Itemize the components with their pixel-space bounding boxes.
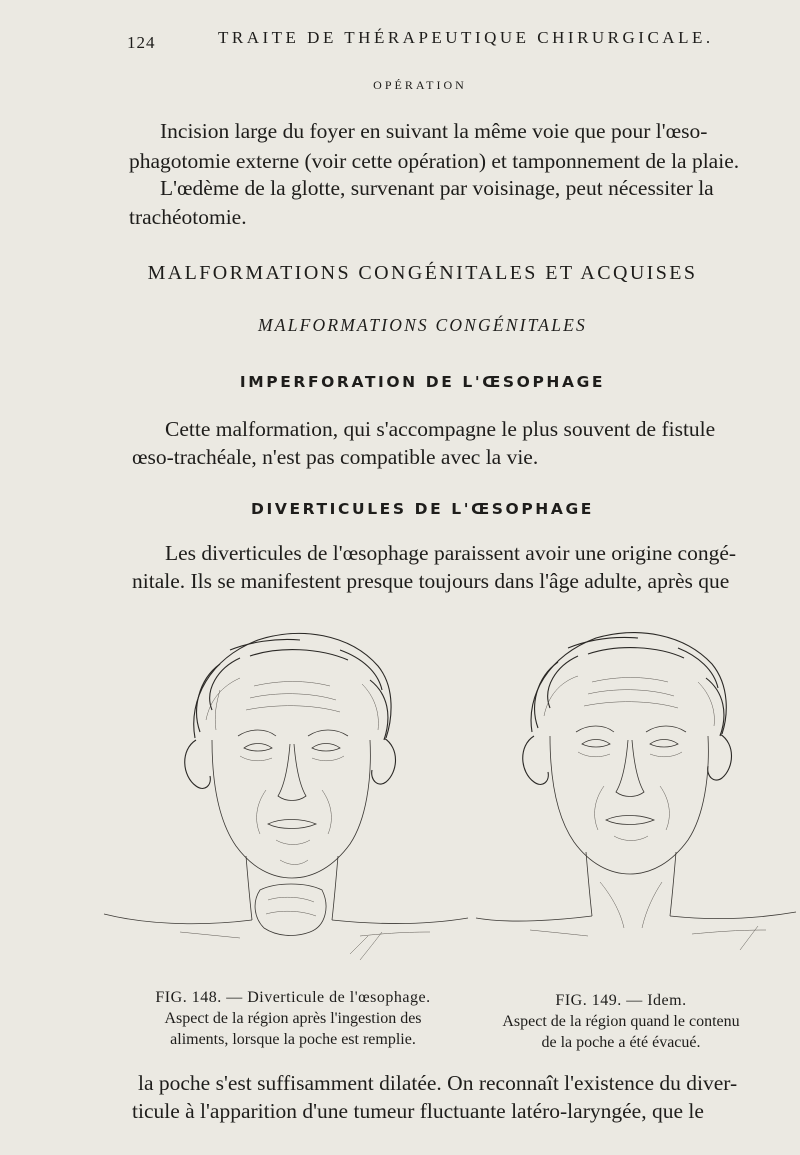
text-line: Les diverticules de l'œsophage paraissent avoir une origine congé- (165, 541, 737, 565)
figure-149-illustration (470, 620, 800, 970)
text-line: trachéotomie. (129, 205, 247, 229)
text-line: œso-trachéale, n'est pas compatible avec la vie. (132, 445, 539, 469)
figure-149-caption (464, 990, 778, 1053)
text-line: la poche s'est suffisamment dilatée. On reconnaît l'existence du diver- (138, 1071, 738, 1095)
caption-line: Aspect de la région quand le contenu (502, 1013, 740, 1030)
imperforation-heading: IMPERFORATION DE L'ŒSOPHAGE (239, 373, 606, 391)
figure-149-label: FIG. 149. — Idem. (555, 992, 687, 1009)
caption-line: aliments, lorsque la poche est remplie. (170, 1031, 416, 1048)
running-title: TRAITE DE THÉRAPEUTIQUE CHIRURGICALE. (218, 28, 714, 47)
page-number: 124 (127, 33, 156, 52)
diverticules-heading: DIVERTICULES DE L'ŒSOPHAGE (251, 500, 594, 518)
text-line: Incision large du foyer en suivant la même voie que pour l'œso- (160, 119, 708, 143)
figure-148-label: FIG. 148. — Diverticule de l'œsophage. (155, 989, 431, 1006)
text-line: L'œdème de la glotte, survenant par voisinage, peut nécessiter la (160, 176, 714, 200)
text-line: nitale. Ils se manifestent presque toujours dans l'âge adulte, après que (132, 569, 730, 593)
figure-148-illustration (100, 620, 470, 980)
section-title: MALFORMATIONS CONGÉNITALES ET ACQUISES (147, 262, 698, 284)
text-line: phagotomie externe (voir cette opération) et tamponnement de la plaie. (129, 149, 740, 173)
text-line: ticule à l'apparition d'une tumeur fluctuante latéro-laryngée, que le (132, 1099, 704, 1123)
figure-148-caption (132, 987, 454, 1050)
caption-line: Aspect de la région après l'ingestion des (164, 1010, 422, 1027)
section-subtitle: MALFORMATIONS CONGÉNITALES (258, 315, 587, 335)
text-line: Cette malformation, qui s'accompagne le plus souvent de fistule (165, 417, 716, 441)
caption-line: de la poche a été évacué. (541, 1034, 701, 1051)
operation-heading: OPÉRATION (373, 78, 467, 92)
